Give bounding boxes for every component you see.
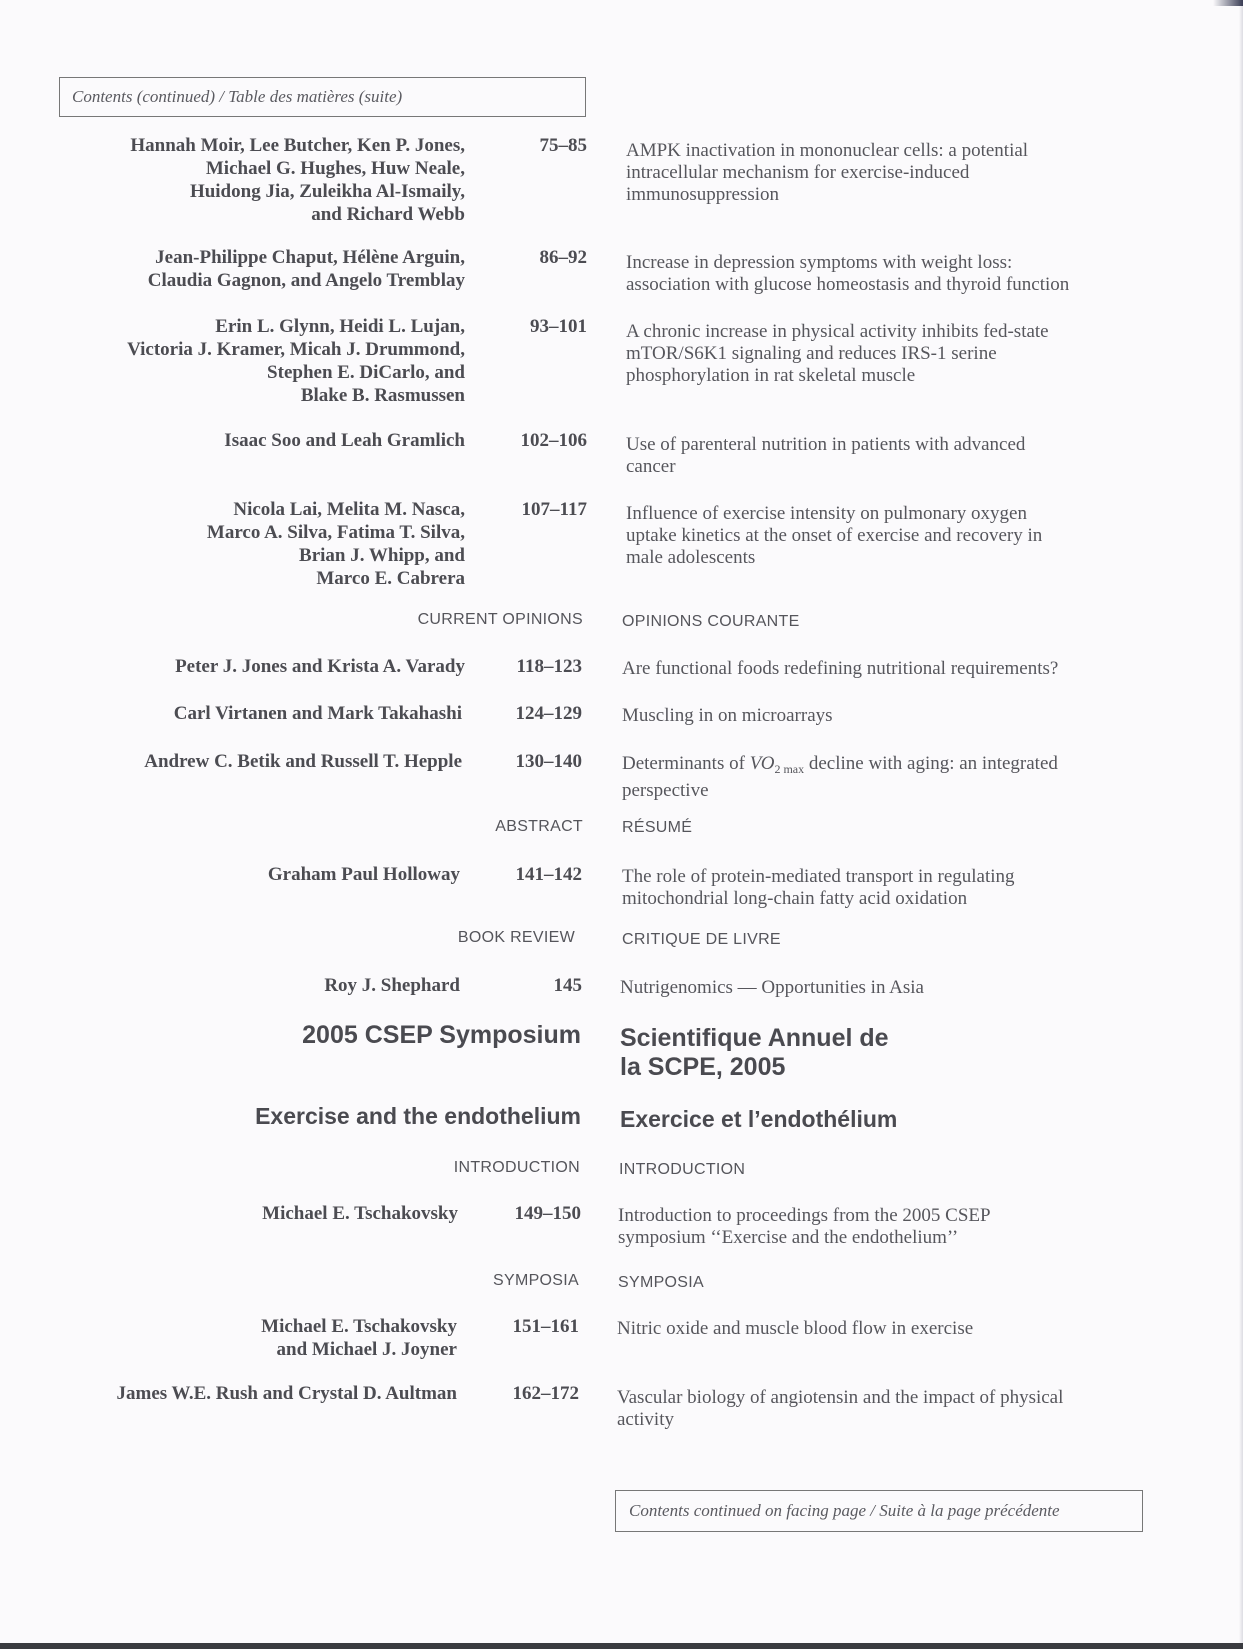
entry-authors: Peter J. Jones and Krista A. Varady	[175, 656, 465, 677]
entry-authors	[0, 429, 465, 452]
title-line: immunosuppression	[626, 184, 780, 205]
entry-pages: 118–123	[516, 656, 582, 677]
page-edge-shadow	[1239, 0, 1243, 1649]
title-line: uptake kinetics at the onset of exercise and recovery in	[626, 525, 1043, 546]
symposium-subheading-fr: Exercice et l’endothélium	[620, 1106, 898, 1132]
section-label-abstract: ABSTRACT	[495, 818, 583, 835]
heading-line: la SCPE, 2005	[620, 1053, 786, 1081]
author-line: Victoria J. Kramer, Micah J. Drummond,	[127, 339, 465, 360]
title-line: mTOR/S6K1 signaling and reduces IRS-1 serine	[626, 343, 997, 364]
heading-line: Scientifique Annuel de	[620, 1024, 889, 1052]
vo2-subscript: 2 max	[774, 762, 805, 776]
title-line: Use of parenteral nutrition in patients with advanced	[626, 434, 1026, 455]
section-label-critique-de-livre: CRITIQUE DE LIVRE	[622, 931, 781, 948]
author-line: Marco E. Cabrera	[316, 568, 465, 589]
vo2-symbol: VO	[749, 753, 775, 774]
entry-pages: 93–101	[530, 316, 587, 337]
entry-authors: Roy J. Shephard	[324, 975, 460, 996]
entry-authors	[0, 1382, 457, 1405]
title-line: Vascular biology of angiotensin and the impact of physical	[617, 1387, 1064, 1408]
page-corner-shadow	[1213, 0, 1243, 6]
contents-continued-header: Contents (continued) / Table des matières (suite)	[59, 77, 586, 117]
title-line: cancer	[626, 456, 676, 477]
title-line: phosphorylation in rat skeletal muscle	[626, 365, 916, 386]
entry-authors: Michael E. Tschakovsky	[262, 1203, 458, 1224]
entry-title[interactable]	[626, 321, 1146, 387]
title-line: AMPK inactivation in mononuclear cells: a potential	[626, 140, 1029, 161]
entry-title[interactable]	[626, 252, 1146, 296]
entry-title[interactable]	[626, 434, 1146, 478]
title-line: mitochondrial long-chain fatty acid oxidation	[622, 888, 968, 909]
entry-title[interactable]	[618, 1205, 1138, 1249]
title-line: A chronic increase in physical activity inhibits fed-state	[626, 321, 1049, 342]
title-text: decline with aging: an integrated	[804, 753, 1058, 774]
entry-title[interactable]	[626, 140, 1146, 206]
title-line: intracellular mechanism for exercise-induced	[626, 162, 970, 183]
author-line: Jean-Philippe Chaput, Hélène Arguin,	[155, 247, 465, 268]
entry-authors	[0, 246, 465, 292]
symposium-heading-en: 2005 CSEP Symposium	[302, 1021, 581, 1049]
title-text: Determinants of	[622, 753, 750, 774]
author-line: Hannah Moir, Lee Butcher, Ken P. Jones,	[130, 135, 465, 156]
entry-title[interactable]: Are functional foods redefining nutritional requirements?	[622, 658, 1059, 679]
author-line: Claudia Gagnon, and Angelo Tremblay	[147, 270, 465, 291]
section-label-book-review: BOOK REVIEW	[457, 929, 575, 946]
title-line	[622, 753, 1142, 780]
section-label-symposia-fr: SYMPOSIA	[618, 1274, 704, 1291]
author-line: Michael G. Hughes, Huw Neale,	[205, 158, 465, 179]
section-label-opinions-courante: OPINIONS COURANTE	[622, 613, 800, 630]
section-label-symposia-en: SYMPOSIA	[493, 1272, 579, 1289]
entry-authors	[0, 134, 465, 226]
entry-title[interactable]: Muscling in on microarrays	[622, 705, 833, 726]
section-label-introduction-en: INTRODUCTION	[453, 1159, 580, 1176]
author-line: Brian J. Whipp, and	[299, 545, 465, 566]
title-line: Introduction to proceedings from the 2005 CSEP	[618, 1205, 991, 1226]
entry-pages: 86–92	[539, 247, 587, 268]
entry-title[interactable]	[617, 1318, 1137, 1340]
entry-authors	[0, 498, 465, 590]
symposium-heading-fr	[620, 1024, 889, 1082]
entry-title[interactable]: Nutrigenomics — Opportunities in Asia	[620, 977, 924, 998]
entry-title[interactable]	[622, 753, 1142, 802]
entry-pages: 124–129	[515, 703, 582, 724]
title-line: association with glucose homeostasis and thyroid function	[626, 274, 1070, 295]
title-line: perspective	[622, 780, 709, 801]
title-line: male adolescents	[626, 547, 756, 568]
section-label-current-opinions: CURRENT OPINIONS	[417, 611, 583, 628]
entry-title[interactable]	[622, 866, 1142, 910]
section-label-introduction-fr: INTRODUCTION	[619, 1161, 746, 1178]
entry-pages: 149–150	[514, 1203, 581, 1224]
author-line: Blake B. Rasmussen	[300, 385, 465, 406]
author-line: Erin L. Glynn, Heidi L. Lujan,	[215, 316, 465, 337]
author-line: and Michael J. Joyner	[276, 1339, 457, 1360]
section-label-resume: RÉSUMÉ	[622, 819, 693, 836]
entry-pages: 141–142	[515, 864, 582, 885]
entry-pages: 102–106	[520, 430, 587, 451]
title-line: symposium ‘‘Exercise and the endothelium’’	[618, 1227, 959, 1248]
entry-title[interactable]	[626, 503, 1146, 569]
author-line: Michael E. Tschakovsky	[261, 1316, 457, 1337]
author-line: Nicola Lai, Melita M. Nasca,	[233, 499, 465, 520]
author-line: Isaac Soo and Leah Gramlich	[224, 430, 465, 451]
entry-pages: 162–172	[512, 1383, 579, 1404]
author-line: Huidong Jia, Zuleikha Al-Ismaily,	[189, 181, 465, 202]
entry-authors: Graham Paul Holloway	[267, 864, 460, 885]
title-line: activity	[617, 1409, 674, 1430]
title-line: Nitric oxide and muscle blood flow in exercise	[617, 1318, 974, 1339]
entry-authors	[0, 315, 465, 407]
entry-pages: 75–85	[539, 135, 587, 156]
title-line: The role of protein-mediated transport in regulating	[622, 866, 1015, 887]
title-line: Increase in depression symptoms with weight loss:	[626, 252, 1013, 273]
author-line: Stephen E. DiCarlo, and	[267, 362, 465, 383]
entry-authors	[0, 1315, 457, 1361]
symposium-subheading-en: Exercise and the endothelium	[255, 1103, 581, 1129]
title-line: Influence of exercise intensity on pulmonary oxygen	[626, 503, 1027, 524]
author-line: and Richard Webb	[311, 204, 465, 225]
entry-pages: 145	[553, 975, 582, 996]
contents-continued-footer: Contents continued on facing page / Suite à la page précédente	[615, 1490, 1143, 1532]
entry-authors: Carl Virtanen and Mark Takahashi	[173, 703, 462, 724]
entry-pages: 107–117	[521, 499, 587, 520]
author-line: James W.E. Rush and Crystal D. Aultman	[116, 1383, 457, 1404]
page-bottom-edge	[0, 1643, 1243, 1649]
entry-authors: Andrew C. Betik and Russell T. Hepple	[144, 751, 462, 772]
entry-pages: 151–161	[512, 1316, 579, 1337]
entry-title[interactable]	[617, 1387, 1137, 1431]
author-line: Marco A. Silva, Fatima T. Silva,	[206, 522, 465, 543]
entry-pages: 130–140	[515, 751, 582, 772]
